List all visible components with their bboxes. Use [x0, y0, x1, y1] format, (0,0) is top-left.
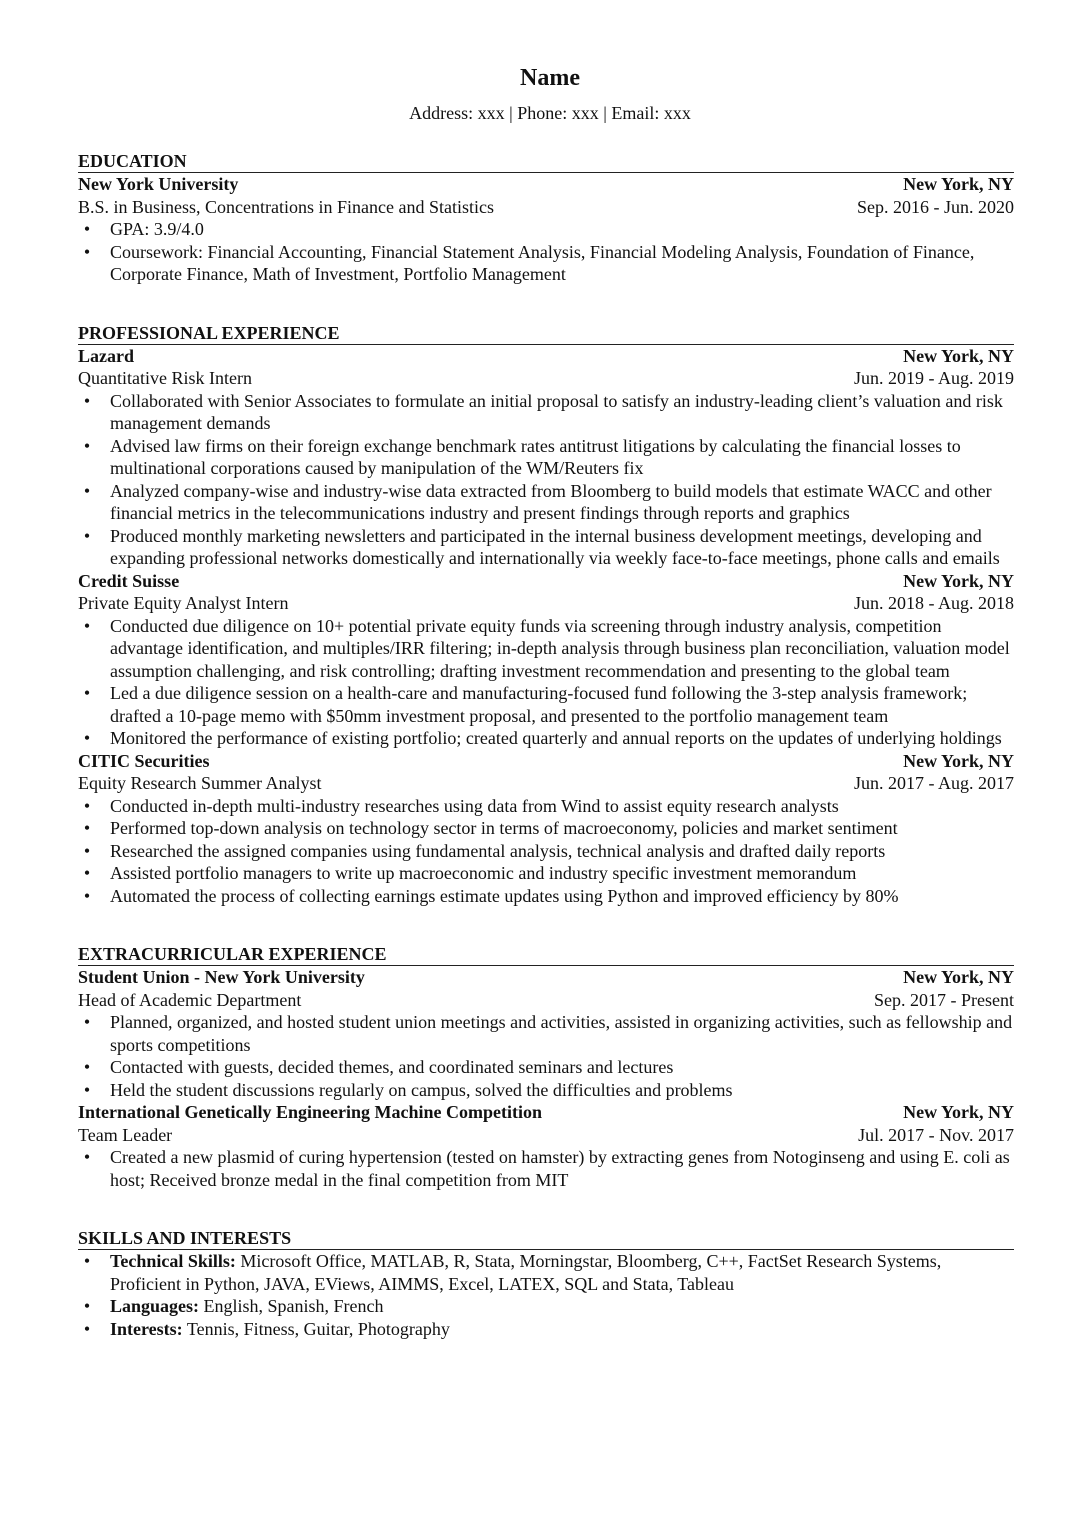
- activity-role-row: [78, 1124, 1014, 1147]
- list-item: • Monitored the performance of existing portfolio; created quarterly and annual reports on the updates of underlying holdings: [83, 728, 1002, 748]
- activity-role-row: [78, 989, 1014, 1012]
- bullet-icon: •: [83, 525, 91, 546]
- list-item: • Contacted with guests, decided themes, and coordinated seminars and lectures: [83, 1057, 674, 1077]
- education-dates: Sep. 2016 - Jun. 2020: [857, 196, 1014, 217]
- job-bullets: [78, 795, 1014, 908]
- job-dates: Jun. 2019 - Aug. 2019: [853, 368, 1014, 388]
- bullet-icon: •: [83, 1251, 91, 1271]
- list-item: • GPA: 3.9/4.0: [83, 219, 204, 239]
- activity-header-row: [78, 966, 1014, 989]
- list-item: • Conducted due diligence on 10+ potential private equity funds via screening through industry analysis, competition advantage identification, and multiples/IRR filtering; in-depth analysis through business plan reconciliation, valuation model assumption challenging, and risk controlling; drafting investment recommendation and presenting to the global team: [83, 615, 1010, 681]
- activity-role: Team Leader: [78, 1124, 173, 1145]
- org-name: International Genetically Engineering Machine Competition: [78, 1102, 542, 1122]
- skill-text: English, Spanish, French: [203, 1296, 384, 1316]
- job-header-row: [78, 750, 1014, 773]
- bullet-icon: •: [83, 1296, 91, 1316]
- skill-label: Languages:: [110, 1296, 200, 1316]
- skill-text: Microsoft Office, MATLAB, R, Stata, Morningstar, Bloomberg, C++, FactSet Research Systems, Proficient in Python, JAVA, EViews, AIMMS, Excel, LATEX, SQL and Stata, Tableau: [110, 1251, 942, 1294]
- job-header-row: [78, 345, 1014, 368]
- list-item: [78, 1295, 1014, 1318]
- org-location: New York, NY: [903, 967, 1014, 987]
- resume-page: [78, 62, 1014, 1340]
- company-name: CITIC Securities: [78, 750, 210, 771]
- activity-role: Head of Academic Department: [78, 989, 302, 1010]
- skill-label: Interests:: [110, 1318, 183, 1339]
- list-item: • Automated the process of collecting earnings estimate updates using Python and improved efficiency by 80%: [83, 885, 899, 906]
- list-item: • Produced monthly marketing newsletters and participated in the internal business development meetings, developing and expanding professional networks domestically and internationally via weekly face-to-face meetings, phone calls and emails: [83, 525, 1000, 568]
- list-item: • Collaborated with Senior Associates to formulate an initial proposal to satisfy an industry-leading client’s valuation and risk management demands: [83, 390, 1003, 433]
- section-title-skills: SKILLS AND INTERESTS: [78, 1227, 1014, 1250]
- activity-header-row: [78, 1101, 1014, 1124]
- org-location: New York, NY: [903, 1102, 1014, 1122]
- list-item: • Created a new plasmid of curing hypertension (tested on hamster) by extracting genes from Notoginseng and using E. coli as host; Received bronze medal in the final competition from MIT: [83, 1147, 1010, 1190]
- bullet-icon: •: [83, 1079, 91, 1100]
- school-name: New York University: [78, 174, 239, 194]
- job-location: New York, NY: [903, 570, 1014, 591]
- bullet-icon: •: [83, 818, 91, 838]
- bullet-icon: •: [83, 683, 91, 703]
- education-degree-row: [78, 196, 1014, 219]
- skill-label: Technical Skills:: [110, 1251, 236, 1271]
- degree: B.S. in Business, Concentrations in Finance and Statistics: [78, 196, 494, 217]
- list-item: [78, 1318, 1014, 1341]
- activity-bullets: [78, 1146, 1014, 1191]
- skills-bullets: [78, 1250, 1014, 1340]
- list-item: • Planned, organized, and hosted student union meetings and activities, assisted in organizing activities, such as fellowship and sports competitions: [83, 1012, 1013, 1055]
- section-title-education: EDUCATION: [78, 150, 1014, 173]
- company-name: Credit Suisse: [78, 570, 180, 591]
- job-role-row: [78, 772, 1014, 795]
- resume-name: Name: [520, 65, 580, 91]
- education-bullets: [78, 218, 1014, 286]
- bullet-icon: •: [83, 480, 91, 501]
- job-role: Equity Research Summer Analyst: [78, 773, 322, 793]
- skills-section: [78, 1227, 1014, 1340]
- bullet-icon: •: [83, 1012, 91, 1032]
- bullet-icon: •: [83, 885, 91, 906]
- list-item: • Led a due diligence session on a health-care and manufacturing-focused fund following the 3-step analysis framework; drafted a 10-page memo with $50mm investment proposal, and presented to the portfolio management team: [83, 683, 968, 726]
- bullet-icon: •: [83, 1057, 91, 1077]
- job-location: New York, NY: [903, 750, 1014, 771]
- activity-bullets: [78, 1011, 1014, 1101]
- list-item: [78, 1250, 1014, 1295]
- company-name: Lazard: [78, 345, 134, 366]
- professional-section: [78, 322, 1014, 908]
- activity-dates: Sep. 2017 - Present: [874, 989, 1014, 1010]
- list-item: • Conducted in-depth multi-industry researches using data from Wind to assist equity research analysts: [83, 795, 839, 816]
- education-section: [78, 150, 1014, 286]
- section-title-extracurricular: EXTRACURRICULAR EXPERIENCE: [78, 943, 1014, 966]
- school-location: New York, NY: [903, 174, 1014, 194]
- bullet-icon: •: [83, 615, 91, 636]
- list-item: • Analyzed company-wise and industry-wise data extracted from Bloomberg to build models that estimate WACC and other financial metrics in the telecommunications industry and present findings through reports and graphics: [83, 480, 992, 523]
- contact-line: Address: xxx | Phone: xxx | Email: xxx: [409, 103, 691, 123]
- job-role: Quantitative Risk Intern: [78, 368, 252, 388]
- job-role-row: [78, 592, 1014, 615]
- education-header-row: [78, 173, 1014, 196]
- job-dates: Jun. 2017 - Aug. 2017: [853, 773, 1014, 793]
- bullet-icon: •: [83, 435, 91, 456]
- skill-text: Tennis, Fitness, Guitar, Photography: [186, 1318, 450, 1339]
- bullet-icon: •: [83, 840, 91, 861]
- list-item: • Held the student discussions regularly on campus, solved the difficulties and problems: [83, 1079, 733, 1100]
- list-item: • Assisted portfolio managers to write up macroeconomic and industry specific investment memorandum: [83, 863, 857, 883]
- bullet-icon: •: [83, 390, 91, 411]
- bullet-icon: •: [83, 728, 91, 748]
- job-role-row: [78, 367, 1014, 390]
- job-dates: Jun. 2018 - Aug. 2018: [853, 593, 1014, 613]
- org-name: Student Union - New York University: [78, 967, 365, 987]
- job-header-row: [78, 570, 1014, 593]
- job-bullets: [78, 390, 1014, 570]
- job-location: New York, NY: [903, 345, 1014, 366]
- list-item: • Coursework: Financial Accounting, Financial Statement Analysis, Financial Modeling Analysis, Foundation of Finance, Corporate Finance, Math of Investment, Portfolio Management: [83, 241, 975, 284]
- job-role: Private Equity Analyst Intern: [78, 593, 289, 613]
- activity-dates: Jul. 2017 - Nov. 2017: [858, 1124, 1014, 1145]
- bullet-icon: •: [83, 1318, 91, 1339]
- bullet-icon: •: [83, 795, 91, 816]
- bullet-icon: •: [83, 219, 91, 239]
- job-bullets: [78, 615, 1014, 750]
- list-item: • Advised law firms on their foreign exchange benchmark rates antitrust litigations by calculating the financial losses to multinational corporations caused by manipulation of the WM/Reuters fix: [83, 435, 961, 478]
- bullet-icon: •: [83, 863, 91, 883]
- section-title-professional: PROFESSIONAL EXPERIENCE: [78, 322, 1014, 345]
- list-item: • Researched the assigned companies using fundamental analysis, technical analysis and drafted daily reports: [83, 840, 886, 861]
- extracurricular-section: [78, 943, 1014, 1191]
- list-item: • Performed top-down analysis on technology sector in terms of macroeconomy, policies and market sentiment: [83, 818, 898, 838]
- bullet-icon: •: [83, 241, 91, 262]
- bullet-icon: •: [83, 1147, 91, 1167]
